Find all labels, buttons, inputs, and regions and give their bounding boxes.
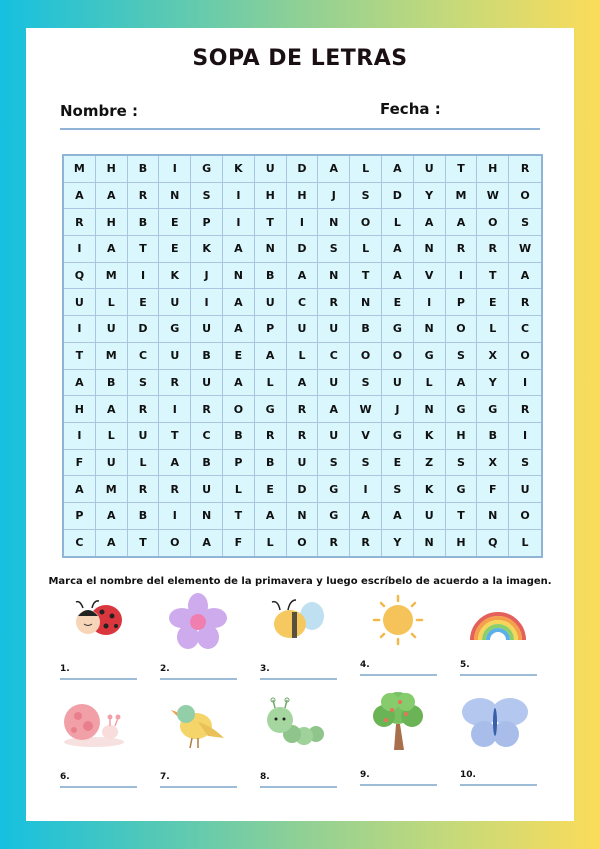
name-label: Nombre :: [60, 102, 139, 120]
answer-line-5[interactable]: [460, 674, 537, 676]
grid-cell[interactable]: C: [64, 530, 96, 557]
flower-icon: [168, 592, 228, 652]
answer-line-2[interactable]: [160, 678, 237, 680]
grid-cell[interactable]: G: [446, 476, 478, 503]
grid-cell[interactable]: U: [255, 289, 287, 316]
grid-cell[interactable]: T: [255, 209, 287, 236]
grid-cell[interactable]: B: [128, 503, 160, 530]
grid-cell[interactable]: I: [64, 316, 96, 343]
grid-cell[interactable]: G: [477, 396, 509, 423]
grid-cell[interactable]: Y: [382, 530, 414, 557]
item-number: 10.: [460, 770, 476, 780]
butterfly-icon: [460, 694, 530, 750]
grid-cell[interactable]: A: [287, 370, 319, 397]
grid-cell[interactable]: I: [287, 209, 319, 236]
grid-cell[interactable]: G: [414, 343, 446, 370]
grid-cell[interactable]: N: [318, 263, 350, 290]
grid-cell[interactable]: Y: [477, 370, 509, 397]
grid-cell[interactable]: R: [191, 396, 223, 423]
item-number: 1.: [60, 664, 70, 674]
grid-cell[interactable]: H: [96, 209, 128, 236]
grid-cell[interactable]: S: [509, 209, 541, 236]
grid-cell[interactable]: U: [414, 156, 446, 183]
grid-cell[interactable]: R: [350, 530, 382, 557]
grid-cell[interactable]: C: [191, 423, 223, 450]
grid-cell[interactable]: I: [446, 263, 478, 290]
grid-cell[interactable]: L: [223, 476, 255, 503]
grid-cell[interactable]: B: [223, 423, 255, 450]
answer-line-4[interactable]: [360, 674, 437, 676]
grid-cell[interactable]: Y: [414, 183, 446, 210]
grid-cell[interactable]: L: [255, 370, 287, 397]
bird-icon: [168, 696, 228, 752]
grid-cell[interactable]: M: [446, 183, 478, 210]
grid-cell[interactable]: N: [159, 183, 191, 210]
grid-cell[interactable]: M: [96, 263, 128, 290]
grid-cell[interactable]: K: [159, 263, 191, 290]
grid-cell[interactable]: B: [191, 450, 223, 477]
grid-cell[interactable]: W: [350, 396, 382, 423]
grid-cell[interactable]: E: [382, 289, 414, 316]
grid-cell[interactable]: I: [159, 503, 191, 530]
grid-cell[interactable]: N: [318, 209, 350, 236]
grid-cell[interactable]: I: [64, 236, 96, 263]
item-number: 8.: [260, 772, 270, 782]
grid-cell[interactable]: O: [350, 209, 382, 236]
grid-cell[interactable]: H: [446, 530, 478, 557]
grid-cell[interactable]: A: [414, 209, 446, 236]
date-label: Fecha :: [380, 100, 441, 118]
grid-cell[interactable]: R: [509, 396, 541, 423]
grid-cell[interactable]: N: [414, 530, 446, 557]
grid-cell[interactable]: G: [159, 316, 191, 343]
grid-cell[interactable]: R: [255, 423, 287, 450]
grid-cell[interactable]: S: [446, 450, 478, 477]
grid-cell[interactable]: U: [96, 450, 128, 477]
grid-cell[interactable]: F: [223, 530, 255, 557]
grid-cell[interactable]: O: [509, 343, 541, 370]
grid-cell[interactable]: R: [64, 209, 96, 236]
grid-cell[interactable]: A: [64, 183, 96, 210]
grid-cell[interactable]: I: [159, 156, 191, 183]
grid-cell[interactable]: L: [382, 209, 414, 236]
grid-cell[interactable]: V: [350, 423, 382, 450]
grid-cell[interactable]: N: [414, 236, 446, 263]
grid-cell[interactable]: A: [96, 396, 128, 423]
grid-cell[interactable]: S: [350, 450, 382, 477]
grid-cell[interactable]: A: [509, 263, 541, 290]
grid-cell[interactable]: S: [128, 370, 160, 397]
grid-cell[interactable]: A: [287, 263, 319, 290]
grid-cell[interactable]: D: [287, 236, 319, 263]
grid-cell[interactable]: N: [414, 396, 446, 423]
grid-cell[interactable]: T: [128, 530, 160, 557]
answer-line-6[interactable]: [60, 786, 137, 788]
grid-cell[interactable]: N: [287, 503, 319, 530]
grid-cell[interactable]: E: [477, 289, 509, 316]
grid-cell[interactable]: T: [64, 343, 96, 370]
grid-cell[interactable]: W: [509, 236, 541, 263]
grid-cell[interactable]: S: [350, 370, 382, 397]
grid-cell[interactable]: U: [128, 423, 160, 450]
grid-cell[interactable]: T: [128, 236, 160, 263]
grid-cell[interactable]: O: [159, 530, 191, 557]
grid-cell[interactable]: A: [255, 503, 287, 530]
answer-line-3[interactable]: [260, 678, 337, 680]
grid-cell[interactable]: I: [128, 263, 160, 290]
grid-cell[interactable]: A: [96, 183, 128, 210]
grid-cell[interactable]: E: [128, 289, 160, 316]
grid-cell[interactable]: A: [96, 236, 128, 263]
grid-cell[interactable]: L: [350, 236, 382, 263]
tree-icon: [368, 688, 428, 752]
grid-cell[interactable]: R: [509, 156, 541, 183]
rainbow-icon: [468, 594, 528, 646]
grid-cell[interactable]: A: [191, 530, 223, 557]
grid-cell[interactable]: G: [382, 423, 414, 450]
grid-cell[interactable]: L: [414, 370, 446, 397]
grid-cell[interactable]: R: [318, 530, 350, 557]
instructions: Marca el nombre del elemento de la primavera y luego escríbelo de acuerdo a la imagen.: [48, 576, 552, 587]
grid-cell[interactable]: O: [223, 396, 255, 423]
item-number: 5.: [460, 660, 470, 670]
answer-line-1[interactable]: [60, 678, 137, 680]
answer-line-7[interactable]: [160, 786, 237, 788]
grid-cell[interactable]: M: [96, 343, 128, 370]
grid-cell[interactable]: I: [64, 423, 96, 450]
grid-cell[interactable]: E: [223, 343, 255, 370]
grid-cell[interactable]: U: [191, 316, 223, 343]
grid-cell[interactable]: O: [446, 316, 478, 343]
grid-cell[interactable]: N: [255, 236, 287, 263]
grid-cell[interactable]: U: [159, 343, 191, 370]
grid-cell[interactable]: A: [382, 503, 414, 530]
grid-cell[interactable]: C: [318, 343, 350, 370]
grid-cell[interactable]: R: [446, 236, 478, 263]
grid-cell[interactable]: P: [223, 450, 255, 477]
ladybug-icon: [68, 594, 128, 646]
grid-cell[interactable]: P: [191, 209, 223, 236]
grid-cell[interactable]: A: [64, 370, 96, 397]
grid-cell[interactable]: U: [318, 370, 350, 397]
grid-cell[interactable]: H: [477, 156, 509, 183]
item-number: 7.: [160, 772, 170, 782]
grid-cell[interactable]: E: [159, 236, 191, 263]
grid-cell[interactable]: E: [255, 476, 287, 503]
page-title: SOPA DE LETRAS: [192, 46, 408, 71]
grid-cell[interactable]: C: [287, 289, 319, 316]
grid-cell[interactable]: C: [128, 343, 160, 370]
grid-cell[interactable]: S: [382, 476, 414, 503]
grid-cell[interactable]: B: [477, 423, 509, 450]
grid-cell[interactable]: G: [382, 316, 414, 343]
grid-cell[interactable]: A: [64, 476, 96, 503]
grid-cell[interactable]: I: [509, 370, 541, 397]
grid-cell[interactable]: F: [64, 450, 96, 477]
grid-cell[interactable]: P: [446, 289, 478, 316]
grid-cell[interactable]: A: [223, 316, 255, 343]
grid-cell[interactable]: O: [509, 503, 541, 530]
grid-cell[interactable]: X: [477, 343, 509, 370]
grid-cell[interactable]: O: [509, 183, 541, 210]
grid-cell[interactable]: B: [96, 370, 128, 397]
grid-cell[interactable]: A: [446, 370, 478, 397]
grid-cell[interactable]: A: [223, 289, 255, 316]
grid-cell[interactable]: T: [223, 503, 255, 530]
grid-cell[interactable]: I: [191, 289, 223, 316]
grid-cell[interactable]: A: [96, 530, 128, 557]
grid-cell[interactable]: S: [446, 343, 478, 370]
grid-cell[interactable]: I: [223, 183, 255, 210]
grid-cell[interactable]: T: [350, 263, 382, 290]
grid-cell[interactable]: O: [477, 209, 509, 236]
grid-cell[interactable]: L: [255, 530, 287, 557]
grid-cell[interactable]: R: [287, 423, 319, 450]
grid-cell[interactable]: E: [159, 209, 191, 236]
bee-icon: [268, 594, 328, 646]
grid-cell[interactable]: G: [191, 156, 223, 183]
answer-line-8[interactable]: [260, 786, 337, 788]
grid-cell[interactable]: U: [191, 370, 223, 397]
grid-cell[interactable]: A: [446, 209, 478, 236]
grid-cell[interactable]: R: [287, 396, 319, 423]
grid-cell[interactable]: R: [509, 289, 541, 316]
grid-cell[interactable]: U: [255, 156, 287, 183]
grid-cell[interactable]: H: [446, 423, 478, 450]
grid-cell[interactable]: U: [382, 370, 414, 397]
grid-cell[interactable]: B: [350, 316, 382, 343]
grid-cell[interactable]: Q: [477, 530, 509, 557]
grid-cell[interactable]: A: [318, 396, 350, 423]
grid-cell[interactable]: S: [509, 450, 541, 477]
grid-cell[interactable]: V: [414, 263, 446, 290]
grid-cell[interactable]: P: [64, 503, 96, 530]
answer-line-10[interactable]: [460, 784, 537, 786]
grid-cell[interactable]: A: [255, 343, 287, 370]
grid-cell[interactable]: L: [96, 289, 128, 316]
item-number: 4.: [360, 660, 370, 670]
grid-cell[interactable]: B: [128, 209, 160, 236]
sun-icon: [368, 594, 428, 646]
grid-cell[interactable]: B: [255, 450, 287, 477]
grid-cell[interactable]: U: [159, 289, 191, 316]
grid-cell[interactable]: L: [521, 536, 529, 550]
grid-cell[interactable]: J: [318, 183, 350, 210]
grid-cell[interactable]: E: [382, 450, 414, 477]
grid-cell[interactable]: T: [446, 503, 478, 530]
grid-cell[interactable]: Z: [414, 450, 446, 477]
grid-cell[interactable]: K: [223, 156, 255, 183]
grid-cell[interactable]: K: [191, 236, 223, 263]
grid-cell[interactable]: D: [287, 156, 319, 183]
item-number: 3.: [260, 664, 270, 674]
grid-cell[interactable]: F: [477, 476, 509, 503]
grid-cell[interactable]: H: [96, 156, 128, 183]
grid-cell[interactable]: A: [382, 263, 414, 290]
grid-cell[interactable]: A: [382, 156, 414, 183]
grid-cell[interactable]: O: [382, 343, 414, 370]
grid-cell[interactable]: U: [318, 423, 350, 450]
snail-icon: [60, 696, 130, 748]
grid-cell[interactable]: D: [287, 476, 319, 503]
grid-cell[interactable]: U: [64, 289, 96, 316]
grid-cell[interactable]: G: [255, 396, 287, 423]
grid-cell[interactable]: N: [223, 263, 255, 290]
grid-cell[interactable]: I: [159, 396, 191, 423]
grid-cell[interactable]: J: [382, 396, 414, 423]
item-number: 9.: [360, 770, 370, 780]
grid-cell[interactable]: M: [96, 476, 128, 503]
grid-cell[interactable]: A: [223, 236, 255, 263]
grid-cell[interactable]: H: [287, 183, 319, 210]
grid-cell[interactable]: U: [287, 316, 319, 343]
grid-cell[interactable]: S: [350, 183, 382, 210]
grid-cell[interactable]: U: [414, 503, 446, 530]
grid-cell[interactable]: U: [287, 450, 319, 477]
grid-cell[interactable]: D: [382, 183, 414, 210]
grid-cell[interactable]: H: [255, 183, 287, 210]
grid-cell[interactable]: S: [318, 236, 350, 263]
grid-cell[interactable]: B: [128, 156, 160, 183]
grid-cell[interactable]: D: [128, 316, 160, 343]
grid-cell[interactable]: W: [477, 183, 509, 210]
answer-line-9[interactable]: [360, 784, 437, 786]
grid-cell[interactable]: A: [318, 156, 350, 183]
grid-cell[interactable]: A: [350, 503, 382, 530]
grid-cell[interactable]: I: [223, 209, 255, 236]
grid-cell[interactable]: N: [477, 503, 509, 530]
grid-cell[interactable]: N: [414, 316, 446, 343]
grid-cell[interactable]: G: [446, 396, 478, 423]
grid-cell[interactable]: A: [96, 503, 128, 530]
grid-cell[interactable]: K: [414, 476, 446, 503]
grid-cell[interactable]: A: [382, 236, 414, 263]
word-search-grid[interactable]: [62, 154, 543, 558]
grid-cell[interactable]: I: [414, 289, 446, 316]
grid-cell[interactable]: U: [191, 476, 223, 503]
grid-cell[interactable]: I: [509, 423, 541, 450]
grid-cell[interactable]: T: [446, 156, 478, 183]
grid-cell[interactable]: U: [318, 316, 350, 343]
grid-cell[interactable]: M: [64, 156, 96, 183]
caterpillar-icon: [260, 696, 330, 748]
grid-cell[interactable]: S: [318, 450, 350, 477]
grid-cell[interactable]: X: [477, 450, 509, 477]
grid-cell[interactable]: N: [350, 289, 382, 316]
grid-cell[interactable]: J: [191, 263, 223, 290]
grid-cell[interactable]: A: [223, 370, 255, 397]
grid-cell[interactable]: K: [414, 423, 446, 450]
grid-cell[interactable]: N: [191, 503, 223, 530]
grid-cell[interactable]: B: [191, 343, 223, 370]
grid-cell[interactable]: R: [159, 370, 191, 397]
grid-cell[interactable]: H: [64, 396, 96, 423]
grid-cell[interactable]: Q: [64, 263, 96, 290]
grid-cell[interactable]: I: [350, 476, 382, 503]
grid-cell[interactable]: T: [477, 263, 509, 290]
grid-cell[interactable]: R: [159, 476, 191, 503]
grid-cell[interactable]: T: [159, 423, 191, 450]
grid-cell[interactable]: C: [509, 316, 541, 343]
grid-cell[interactable]: P: [255, 316, 287, 343]
item-number: 2.: [160, 664, 170, 674]
grid-cell[interactable]: L: [350, 156, 382, 183]
name-date-line[interactable]: [60, 128, 540, 130]
grid-cell[interactable]: L: [96, 423, 128, 450]
grid-cell[interactable]: G: [318, 503, 350, 530]
grid-cell[interactable]: L: [128, 450, 160, 477]
grid-cell[interactable]: S: [191, 183, 223, 210]
grid-cell[interactable]: O: [350, 343, 382, 370]
grid-cell[interactable]: R: [128, 396, 160, 423]
grid-cell[interactable]: L: [477, 316, 509, 343]
grid-cell[interactable]: R: [318, 289, 350, 316]
grid-cell[interactable]: R: [128, 183, 160, 210]
grid-cell[interactable]: B: [255, 263, 287, 290]
grid-cell[interactable]: U: [96, 316, 128, 343]
grid-cell[interactable]: O: [287, 530, 319, 557]
worksheet-card: [26, 28, 574, 821]
grid-cell[interactable]: R: [128, 476, 160, 503]
grid-cell[interactable]: R: [477, 236, 509, 263]
item-number: 6.: [60, 772, 70, 782]
grid-cell[interactable]: L: [287, 343, 319, 370]
grid-cell[interactable]: G: [318, 476, 350, 503]
grid-cell[interactable]: A: [159, 450, 191, 477]
grid-cell[interactable]: U: [509, 476, 541, 503]
